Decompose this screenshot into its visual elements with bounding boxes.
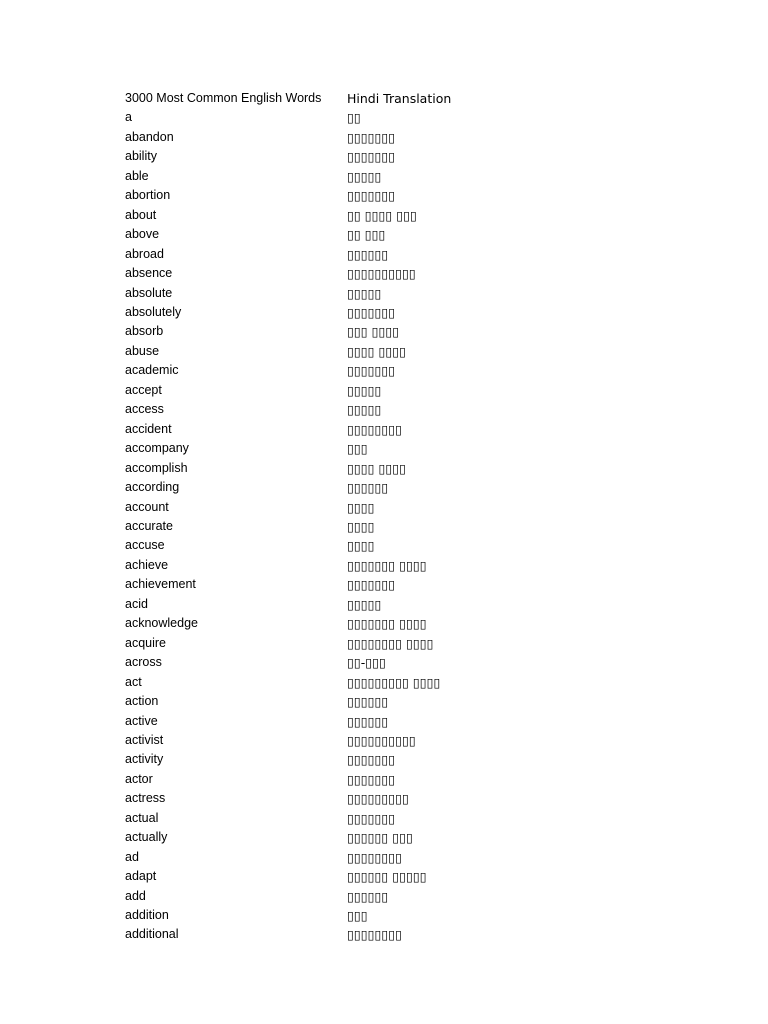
table-row	[125, 887, 607, 906]
english-word: acid	[125, 596, 148, 611]
table-row	[125, 225, 607, 244]
table-row	[125, 303, 607, 322]
table-row	[125, 322, 607, 341]
table-row	[125, 634, 607, 653]
english-word: activity	[125, 752, 164, 767]
hindi-translation: ▯▯▯▯▯▯▯	[347, 752, 396, 768]
english-word: about	[125, 207, 157, 222]
hindi-translation: ▯▯▯▯▯▯ ▯▯▯▯▯	[347, 869, 427, 885]
hindi-translation: ▯▯▯▯▯▯▯▯▯ ▯▯▯▯	[347, 674, 441, 690]
hindi-translation: ▯▯▯▯▯▯▯	[347, 810, 396, 826]
english-word: adapt	[125, 869, 157, 884]
table-row	[125, 245, 607, 264]
hindi-translation: ▯▯▯▯▯▯	[347, 713, 389, 729]
english-word: absolutely	[125, 304, 182, 319]
hindi-translation: ▯▯▯▯▯	[347, 168, 382, 184]
table-row	[125, 517, 607, 536]
hindi-translation: ▯▯▯▯▯	[347, 402, 382, 418]
english-word: across	[125, 655, 162, 670]
english-word: achievement	[125, 577, 196, 592]
table-row	[125, 906, 607, 925]
table-row	[125, 770, 607, 789]
hindi-translation: ▯▯▯▯▯▯▯▯▯▯	[347, 266, 416, 282]
english-word: accuse	[125, 538, 165, 553]
table-row	[125, 459, 607, 478]
table-row	[125, 867, 607, 886]
hindi-translation: ▯▯▯▯▯	[347, 596, 382, 612]
table-row	[125, 342, 607, 361]
english-word: abuse	[125, 343, 160, 358]
hindi-translation: ▯▯▯▯▯▯▯	[347, 304, 396, 320]
table-row	[125, 186, 607, 205]
english-word: account	[125, 499, 169, 514]
english-word: action	[125, 694, 159, 709]
header-hindi: Hindi Translation	[347, 91, 452, 106]
english-word: acquire	[125, 635, 166, 650]
hindi-translation: ▯▯▯▯▯▯	[347, 888, 389, 904]
english-word: actual	[125, 810, 159, 825]
hindi-translation: ▯▯-▯▯▯	[347, 655, 386, 671]
english-word: activist	[125, 732, 164, 747]
table-row	[125, 361, 607, 380]
hindi-translation: ▯▯▯▯	[347, 499, 375, 515]
table-row	[125, 809, 607, 828]
english-word: ad	[125, 849, 139, 864]
table-row	[125, 575, 607, 594]
english-word: addition	[125, 908, 169, 923]
table-row	[125, 848, 607, 867]
english-word: additional	[125, 927, 179, 942]
english-word: ability	[125, 149, 157, 164]
hindi-translation: ▯▯▯▯▯▯▯▯	[347, 421, 403, 437]
table-row	[125, 653, 607, 672]
header-english: 3000 Most Common English Words	[125, 91, 322, 105]
table-row	[125, 147, 607, 166]
english-word: according	[125, 480, 180, 495]
english-word: add	[125, 888, 146, 903]
english-word: accurate	[125, 518, 173, 533]
table-row	[125, 206, 607, 225]
table-row	[125, 556, 607, 575]
english-word: absence	[125, 266, 173, 281]
table-row	[125, 439, 607, 458]
hindi-translation: ▯▯▯▯▯▯▯▯ ▯▯▯▯	[347, 635, 434, 651]
hindi-translation: ▯▯▯▯ ▯▯▯▯	[347, 460, 407, 476]
table-row	[125, 595, 607, 614]
table-row	[125, 828, 607, 847]
table-row	[125, 712, 607, 731]
hindi-translation: ▯▯▯▯▯▯	[347, 694, 389, 710]
hindi-translation: ▯▯▯▯▯	[347, 285, 382, 301]
hindi-translation: ▯▯▯▯	[347, 518, 375, 534]
hindi-translation: ▯▯▯▯▯▯ ▯▯▯	[347, 830, 413, 846]
table-row	[125, 167, 607, 186]
table-row	[125, 673, 607, 692]
table-row	[125, 731, 607, 750]
hindi-translation: ▯▯▯▯▯▯	[347, 480, 389, 496]
hindi-translation: ▯▯▯▯▯▯▯	[347, 149, 396, 165]
hindi-translation: ▯▯▯▯▯▯▯▯	[347, 849, 403, 865]
hindi-translation: ▯▯▯	[347, 441, 368, 457]
english-word: above	[125, 227, 160, 242]
english-word: access	[125, 402, 164, 417]
hindi-translation: ▯▯▯▯▯▯▯	[347, 188, 396, 204]
hindi-translation: ▯▯▯▯▯▯▯	[347, 577, 396, 593]
english-word: able	[125, 168, 149, 183]
english-word: abandon	[125, 129, 174, 144]
hindi-translation: ▯▯▯▯▯▯▯ ▯▯▯▯	[347, 616, 427, 632]
english-word: accept	[125, 382, 162, 397]
table-row	[125, 789, 607, 808]
english-word: a	[125, 110, 132, 125]
hindi-translation: ▯▯ ▯▯▯▯ ▯▯▯	[347, 207, 417, 223]
hindi-translation: ▯▯▯▯▯▯▯	[347, 771, 396, 787]
table-header-row	[125, 89, 607, 108]
english-word: actress	[125, 791, 166, 806]
table-row	[125, 128, 607, 147]
hindi-translation: ▯▯▯▯	[347, 538, 375, 554]
english-word: accident	[125, 421, 172, 436]
hindi-translation: ▯▯▯▯▯▯▯	[347, 363, 396, 379]
table-row	[125, 614, 607, 633]
table-body	[125, 89, 607, 945]
english-word: accomplish	[125, 460, 188, 475]
table-row	[125, 692, 607, 711]
table-row	[125, 750, 607, 769]
english-word: absolute	[125, 285, 173, 300]
table-row	[125, 925, 607, 944]
table-row	[125, 264, 607, 283]
hindi-translation: ▯▯▯▯▯▯	[347, 246, 389, 262]
table-row	[125, 498, 607, 517]
english-word: academic	[125, 363, 179, 378]
hindi-translation: ▯▯▯▯▯▯▯▯▯▯	[347, 732, 416, 748]
english-word: acknowledge	[125, 616, 198, 631]
hindi-translation: ▯▯▯ ▯▯▯▯	[347, 324, 400, 340]
english-word: abroad	[125, 246, 164, 261]
table-row	[125, 108, 607, 127]
hindi-translation: ▯▯▯▯▯▯▯	[347, 129, 396, 145]
english-word: act	[125, 674, 142, 689]
table-row	[125, 478, 607, 497]
hindi-translation: ▯▯▯▯ ▯▯▯▯	[347, 343, 407, 359]
hindi-translation: ▯▯	[347, 110, 361, 126]
english-word: active	[125, 713, 158, 728]
english-word: achieve	[125, 557, 169, 572]
english-word: absorb	[125, 324, 164, 339]
hindi-translation: ▯▯▯▯▯▯▯▯▯	[347, 791, 409, 807]
hindi-translation: ▯▯▯	[347, 908, 368, 924]
hindi-translation: ▯▯▯▯▯▯▯ ▯▯▯▯	[347, 557, 427, 573]
table-row	[125, 400, 607, 419]
hindi-translation: ▯▯▯▯▯▯▯▯	[347, 927, 403, 943]
hindi-translation: ▯▯▯▯▯	[347, 382, 382, 398]
table-row	[125, 536, 607, 555]
english-word: abortion	[125, 188, 171, 203]
english-word: actually	[125, 830, 168, 845]
table-row	[125, 420, 607, 439]
word-translation-table	[125, 89, 607, 945]
english-word: actor	[125, 771, 153, 786]
hindi-translation: ▯▯ ▯▯▯	[347, 227, 386, 243]
table-row	[125, 381, 607, 400]
table-row	[125, 284, 607, 303]
english-word: accompany	[125, 441, 189, 456]
